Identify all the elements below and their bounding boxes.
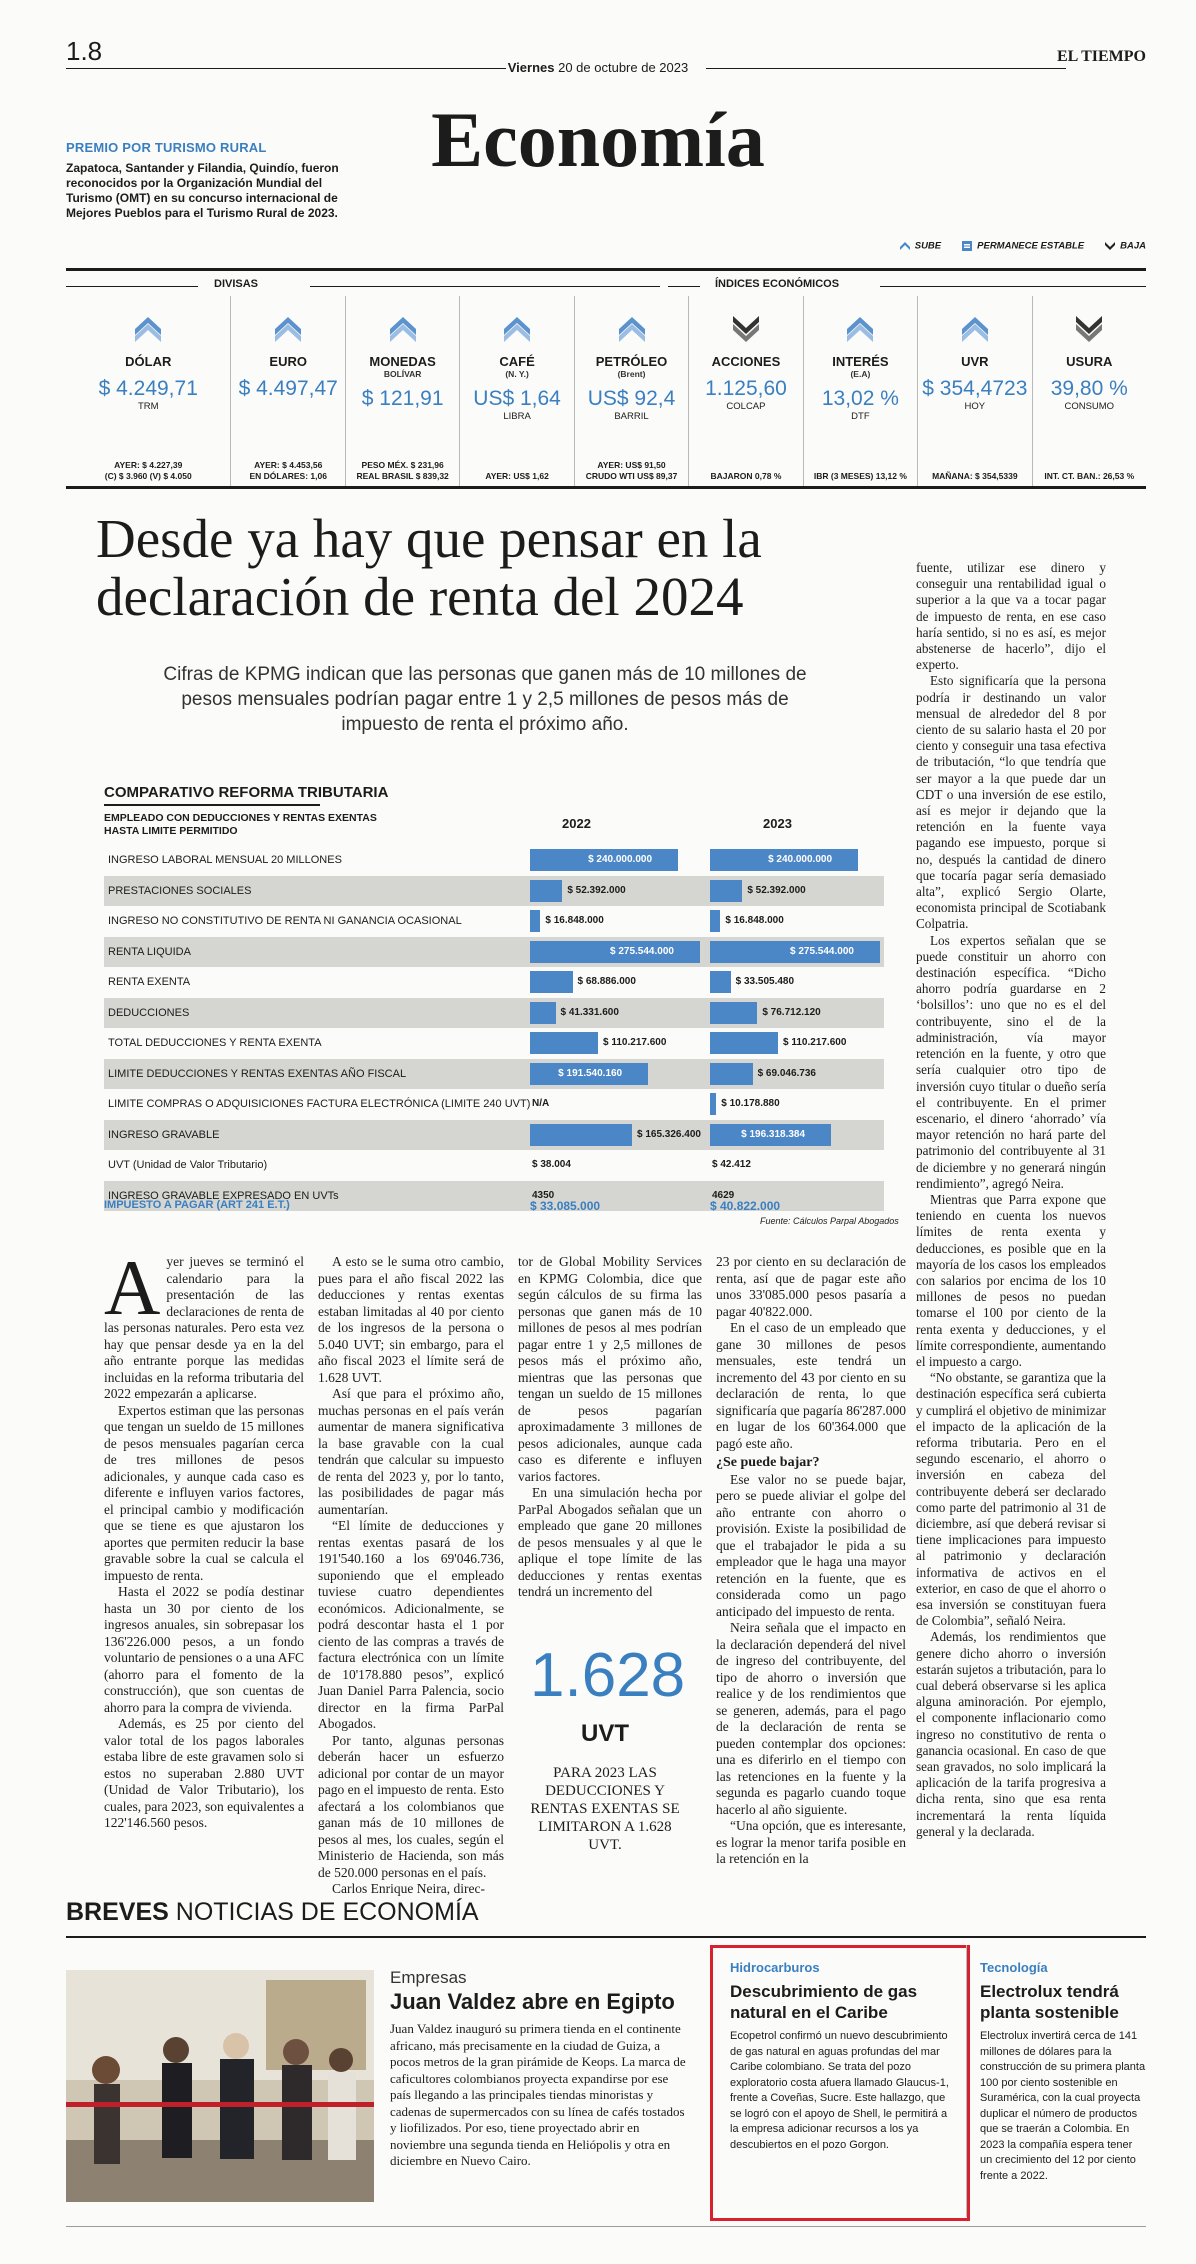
- bar-label-2023: $ 196.318.384: [741, 1128, 806, 1140]
- breves-label-bold: BREVES: [66, 1898, 169, 1926]
- section-title: Economía: [431, 96, 765, 183]
- indicator-footer: [804, 471, 917, 482]
- breves-divider: [966, 1945, 967, 2217]
- indicator-footer: [231, 460, 344, 482]
- chart-row-label: RENTA EXENTA: [108, 976, 191, 988]
- indicator-footer: [918, 471, 1031, 482]
- body-column-2: [318, 1254, 504, 1898]
- pull-quote-number: 1.628: [530, 1641, 686, 1710]
- group-rule: [66, 286, 198, 287]
- indicators-top-rule: [66, 268, 1146, 271]
- chart-row-label: UVT (Unidad de Valor Tributario): [108, 1159, 268, 1171]
- indicator-name: USURA: [1066, 354, 1113, 369]
- indicator-4: [574, 296, 688, 486]
- arrow-down-icon: [1104, 240, 1116, 252]
- bar-label-2023: $ 16.848.000: [725, 915, 784, 926]
- legend-up-label: SUBE: [914, 240, 942, 252]
- indicator-sub: BOLÍVAR: [383, 369, 422, 379]
- paragraph: Mientras que Parra expone que teniendo en cuenta los nuevos límites de renta exenta y deducciones, es posible que en la mayoría de los casos los empleados con salarios por encima de los 10 millones de pesos no puedan tomarse el 100 por ciento de la renta exenta y deducciones, y el límite correspondiente, aumentando el impuesto a cargo.: [916, 1191, 1106, 1369]
- paragraph: Hasta el 2022 se podía destinar hasta un 30 por ciento de los ingresos anuales, sin sobrepasar los 136'226.000 pesos, a un fondo voluntario de pensiones o a una AFC (ahorro para el fomento de la construcción), que son cuentas de ahorro para la compra de vivienda.: [104, 1584, 304, 1715]
- paragraph: “El límite de deducciones y rentas exentas pasará de los 191'540.160 a los 69'046.736, suponiendo que el empleado tuviese cuatro dependientes económicos. Adicionalmente, se podrá descontar hasta el 1 por ciento de las compras a través de factura electrónica con un límite de 10'178.880 pesos”, explicó Juan Daniel Parra Palencia, socio director en la firma ParPal Abogados.: [318, 1518, 504, 1731]
- paragraph: fuente, utilizar ese dinero y conseguir una rentabilidad igual o superior a la que va a tocar pagar de impuesto de renta, en ese caso haría sentido, si no es así, es mejor abstenerse de hacerlo”, dijo el experto.: [916, 560, 1106, 673]
- paragraph: “No obstante, se garantiza que la destinación específica será cubierta y cumplirá el objetivo de minimizar el impacto de la aplicación de la reforma tributaria. Pero en el segundo escenario, el ahorro o inversión en cabeza del contribuyente deberá ser declarado como parte del patrimonio al 31 de diciembre, así que deberá revisar si tiene implicaciones para impuesto al patrimonio y declaración informativa de activos en el exterior, en caso de que el ahorro o esa inversión se constituyan fuera de Colombia”, señaló Neira.: [916, 1370, 1106, 1629]
- legend-up: [899, 240, 941, 252]
- bar-label-2023: $ 110.217.600: [783, 1037, 847, 1048]
- chart-row: [104, 876, 884, 906]
- indicator-name: EURO: [269, 354, 307, 369]
- chart-row: [104, 937, 884, 967]
- chart-row: [104, 906, 884, 936]
- trend-up-icon: [502, 314, 532, 344]
- breve-juan-valdez: [390, 1968, 686, 2170]
- indicator-sub: (N. Y.): [505, 369, 529, 379]
- chart-row: [104, 1028, 884, 1058]
- indicator-3: [459, 296, 573, 486]
- breve-hidrocarburos: [730, 1960, 952, 2153]
- group-rule: [668, 286, 700, 287]
- paragraph: Los expertos señalan que se puede constituir un ahorro con destinación específica. “Dicho ahorro podría guardarse en 2 ‘bolsillos’: uno que no es el del contribuyente, sino el de la administración, vía mayor retención en la fuente, y otro que sería cualquier otro tipo de inversión cuyo titular o dueño sería el contribuyente. En el primer escenario, el dinero ‘ahorrado’ vía mayor retención no hará parte del patrimonio del contribuyente al 31 de diciembre y no generará ningún rendimiento”, agregó Neira.: [916, 932, 1106, 1191]
- indicator-name: PETRÓLEO: [595, 354, 668, 369]
- bar-2023: [710, 1093, 716, 1115]
- bar-2022: [530, 971, 573, 993]
- chart-row-label: INGRESO GRAVABLE EXPRESADO EN UVTs: [108, 1189, 339, 1202]
- total-2023: $ 40.822.000: [710, 1199, 781, 1213]
- chart-row-label: INGRESO NO CONSTITUTIVO DE RENTA NI GANANCIA OCASIONAL: [108, 915, 462, 927]
- indicator-6: [803, 296, 917, 486]
- bar-label-2023: $ 33.505.480: [735, 976, 795, 987]
- trend-up-icon: [388, 314, 418, 344]
- indicator-2: [345, 296, 459, 486]
- chart-row: [104, 998, 884, 1028]
- paragraph: Además, es 25 por ciento del valor total de los pagos laborales estaba libre de este gravamen solo si estos no superaban 2.880 UVT (Unidad de Valor Tributario), los cuales, para 2023, son equivalentes a 122'146.560 pesos.: [104, 1716, 304, 1830]
- trend-up-icon: [960, 314, 990, 344]
- chart-row: [104, 967, 884, 997]
- bar-2023: [710, 880, 742, 902]
- paragraph: Por tanto, algunas personas deberán hacer un esfuerzo adicional por contar de un mayor pago en el impuesto de renta. Esto afectará a los colombianos que ganan más de 10 millones de pesos al mes, los cuales, según el Ministerio de Hacienda, son más de 520.000 personas en el país.: [318, 1732, 504, 1880]
- bar-2022: [530, 880, 562, 902]
- chart-title-rule: [104, 804, 320, 806]
- value-label-2022: 4350: [532, 1189, 555, 1201]
- indicator-8: [1032, 296, 1146, 486]
- chart-row-label: LIMITE COMPRAS O ADQUISICIONES FACTURA ELECTRÓNICA (LIMITE 240 UVT): [108, 1098, 531, 1110]
- breves-label-rest: NOTICIAS DE ECONOMÍA: [168, 1898, 479, 1926]
- indicator-footer-line: AYER: $ 4.453,56: [254, 460, 323, 470]
- bar-label-2023: $ 76.712.120: [762, 1006, 821, 1018]
- chart-row-label: LIMITE DEDUCCIONES Y RENTAS EXENTAS AÑO FISCAL: [108, 1067, 407, 1080]
- indicator-value: $ 4.497,47: [238, 377, 338, 400]
- indicator-5: [688, 296, 802, 486]
- indicator-footer-line: BAJARON 0,78 %: [710, 471, 782, 481]
- promo-box: [66, 140, 356, 221]
- paragraph: Carlos Enrique Neira, direc-: [332, 1881, 485, 1896]
- body-column-5: [916, 560, 1106, 1840]
- bar-label-2023: $ 52.392.000: [747, 884, 806, 896]
- bar-label-2022: $ 16.848.000: [545, 915, 604, 926]
- breve-body: Ecopetrol confirmó un nuevo descubrimiento de gas natural en aguas profundas del mar Caribe colombiano. Se trata del pozo exploratorio costa afuera llamado Glaucus-1, frente a Coveñas, Sucre. Este hallazgo, que se logró con el apoyo de Shell, le permitirá a la empresa adicionar recursos a los ya descubiertos en el pozo Gorgon.: [730, 2030, 949, 2151]
- breve-title: Juan Valdez abre en Egipto: [390, 1989, 675, 2014]
- divisas-label: DIVISAS: [204, 278, 268, 290]
- indicator-value: $ 121,91: [361, 387, 444, 410]
- indicator-sub: (E.A): [850, 369, 871, 379]
- trend-up-icon: [133, 314, 163, 344]
- indicator-1: [230, 296, 344, 486]
- breve-category: Tecnología: [980, 1960, 1048, 1975]
- indicator-sub: (Brent): [617, 369, 646, 379]
- breve-tecnologia: [980, 1960, 1146, 2184]
- bar-label-2022: $ 68.886.000: [577, 976, 636, 987]
- juan-valdez-photo: [66, 1970, 374, 2202]
- chart-title: COMPARATIVO REFORMA TRIBUTARIA: [104, 784, 389, 801]
- body-column-1: [104, 1244, 304, 1832]
- arrow-up-icon: [899, 240, 911, 252]
- legend-stable: [961, 240, 1084, 252]
- subhead: ¿Se puede bajar?: [716, 1455, 820, 1470]
- indicator-unit: HOY: [964, 401, 986, 412]
- indicator-footer: [460, 471, 573, 482]
- indicator-row: [66, 296, 1146, 486]
- chart-row: [104, 1059, 884, 1089]
- header-rule-right: [706, 68, 1066, 69]
- indicator-7: [917, 296, 1031, 486]
- indicator-footer-line: (C) $ 3.960 (V) $ 4.050: [104, 471, 192, 481]
- stable-icon: [961, 240, 973, 252]
- body-column-3: [518, 1254, 702, 1601]
- value-label-2022: $ 38.004: [532, 1159, 571, 1170]
- chart-row-label: PRESTACIONES SOCIALES: [108, 884, 252, 897]
- chart-row-label: TOTAL DEDUCCIONES Y RENTA EXENTA: [108, 1037, 322, 1049]
- indicator-value: 13,02 %: [821, 387, 899, 410]
- page-number: 1.8: [66, 36, 103, 66]
- indicator-value: US$ 1,64: [473, 387, 561, 410]
- bar-label-2022: $ 41.331.600: [560, 1006, 619, 1018]
- breve-title: Electrolux tendrá planta sostenible: [980, 1982, 1119, 2022]
- article-deck: Cifras de KPMG indican que las personas que ganen más de 10 millones de pesos mensuales podrían pagar entre 1 y 2,5 millones de pesos más de impuesto de renta el próximo año.: [163, 664, 807, 735]
- pull-quote-unit: UVT: [581, 1720, 629, 1747]
- paragraph: Expertos estiman que las personas que tengan un sueldo de 15 millones de pesos mensuales pagarían cerca de tres millones de pesos adicionales, y aunque cada caso es diferente e influyen varios factores, el principal cambio y modificación que se tiene es que ajustaron los aportes que permiten reducir la base gravable sobre la cual se calcula el impuesto de renta.: [104, 1402, 304, 1583]
- indicator-footer-line: IBR (3 MESES) 13,12 %: [813, 471, 907, 481]
- paragraph: yer jueves se terminó el calendario para la presentación de las declaraciones de renta de las personas naturales. Pero esta vez hay que pensar desde ya en la del año entrante porque las medidas incluidas en la reforma tributaria del 2022 empezarán a aplicarse.: [104, 1254, 304, 1401]
- bar-label-2023: $ 240.000.000: [768, 854, 833, 865]
- bar-2023: [710, 910, 720, 932]
- chart-row: [104, 1120, 884, 1150]
- indicator-name: DÓLAR: [125, 354, 172, 369]
- chart-row-label: INGRESO LABORAL MENSUAL 20 MILLONES: [108, 854, 342, 866]
- indicator-name: MONEDAS: [369, 354, 436, 369]
- dropcap: A: [104, 1244, 161, 1331]
- series-2023-header: 2023: [763, 816, 792, 831]
- breve-category: Empresas: [390, 1968, 467, 1987]
- chart-row-label: RENTA LIQUIDA: [108, 945, 191, 958]
- bar-label-2022: $ 165.326.400: [637, 1128, 701, 1140]
- indicator-unit: DTF: [851, 411, 870, 422]
- bar-2022: [530, 1002, 556, 1024]
- bar-2022: [530, 1032, 598, 1054]
- indicator-footer: [575, 460, 688, 482]
- chart-row: [104, 845, 884, 875]
- indicator-unit: CONSUMO: [1064, 401, 1115, 412]
- series-2022-header: 2022: [562, 816, 591, 831]
- paragraph: Así que para el próximo año, muchas personas en el país verán aumentar de manera significativa la base gravable con la cual tendrán que calcular su impuesto de renta del 2023 y, por lo tanto, las posibilidades de pagar más aumentarían.: [318, 1386, 504, 1517]
- indicator-footer-line: INT. CT. BAN.: 26,53 %: [1044, 471, 1135, 481]
- breve-category: Hidrocarburos: [730, 1960, 820, 1975]
- indicator-footer-line: PESO MÉX. $ 231,96: [361, 460, 444, 470]
- trend-up-icon: [617, 314, 647, 344]
- bottom-rule: [66, 2226, 1146, 2227]
- indicator-value: $ 4.249,71: [98, 377, 198, 400]
- indicator-footer-line: AYER: US$ 91,50: [597, 460, 666, 470]
- trend-up-icon: [845, 314, 875, 344]
- indicator-footer: [1033, 471, 1146, 482]
- header-rule-left: [66, 68, 506, 69]
- indicator-name: ACCIONES: [711, 354, 781, 369]
- trend-down-icon: [731, 314, 761, 344]
- indicator-unit: BARRIL: [614, 411, 649, 422]
- indicator-name: CAFÉ: [499, 354, 535, 369]
- bar-2023: [710, 1032, 778, 1054]
- chart-row: [104, 1089, 884, 1119]
- trend-up-icon: [273, 314, 303, 344]
- total-2022: $ 33.085.000: [530, 1199, 601, 1213]
- indicator-name: INTERÉS: [832, 354, 889, 369]
- chart-row-label: INGRESO GRAVABLE: [108, 1128, 220, 1141]
- legend-stable-label: PERMANECE ESTABLE: [977, 240, 1085, 252]
- indicator-footer-line: AYER: US$ 1,62: [485, 471, 549, 481]
- indicator-unit: LIBRA: [503, 411, 531, 422]
- breves-rule: [66, 1936, 1146, 1938]
- paragraph: Esto significaría que la persona podría ir destinando un valor mensual de alrededor del 8 por ciento de su salario hasta el 20 por ciento y conseguir una tasa efectiva de tributación, “lo que tendría que ser mayor a la que puede dar un CDT o una inversión de ese estilo, así es mejor ir dejando que la retención en la fuente vaya pagando ese impuesto, porque si no, después la cantidad de dinero que tocaría pagar sería demasiado alta”, explicó Sergio Olarte, economista principal de Scotiabank Colpatria.: [916, 673, 1106, 932]
- indicator-footer-line: MAÑANA: $ 354,5339: [932, 471, 1018, 481]
- article-headline: Desde ya hay que pensar en la declaración de renta del 2024: [96, 508, 762, 627]
- bar-label-2022: $ 52.392.000: [567, 884, 626, 896]
- chart-subtitle: EMPLEADO CON DEDUCCIONES Y RENTAS EXENTAS HASTA LIMITE PERMITIDO: [104, 812, 377, 837]
- chart-source: Fuente: Cálculos Parpal Abogados: [760, 1216, 899, 1226]
- indicator-footer: [346, 460, 459, 482]
- bar-2023: [710, 1002, 757, 1024]
- promo-text: Zapatoca, Santander y Filandia, Quindío, fueron reconocidos por la Organización Mundial del Turismo (OMT) en su concurso internacional de Mejores Pueblos para el Turismo Rural de 2023.: [66, 161, 339, 220]
- group-rule: [310, 286, 660, 287]
- indicator-unit: COLCAP: [726, 401, 766, 412]
- date-rest: 20 de octubre de 2023: [554, 60, 689, 75]
- breve-title: Descubrimiento de gas natural en el Caribe: [730, 1982, 918, 2022]
- paragraph: En una simulación hecha por ParPal Abogados señalan que un empleado que gane 20 millones de pesos mensuales y al que le aplique el tope límite de las deducciones y rentas exentas tendrá un incremento del: [518, 1485, 702, 1599]
- chart-row: [104, 1150, 884, 1180]
- indicators-bottom-rule: [66, 486, 1146, 489]
- paragraph: En el caso de un empleado que gane 30 millones de pesos mensuales, este tendrá un incremento del 43 por ciento en su declaración de renta, lo que significaría que pagaría 86'287.000 en lugar de los 60'364.000 que pagó este año.: [716, 1320, 906, 1451]
- indicator-footer-line: CRUDO WTI US$ 89,37: [585, 471, 678, 481]
- indicator-0: [66, 296, 230, 486]
- bar-label-2022: $ 110.217.600: [603, 1037, 667, 1048]
- breve-body: Juan Valdez inauguró su primera tienda en el continente africano, más precisamente en la ciudad de Guiza, a pocos metros de la gran pirámide de Keops. La marca de caficultores colombianos proyecta expandirse por ese país llegando a las principales tiendas minoristas y cadenas de supermercados con su línea de cafés tostados y liofilizados. Por eso, tiene proyectado abrir en noviembre una segunda tienda en Heliópolis y otra en diciembre en Nuevo Cairo.: [390, 2021, 686, 2168]
- indicator-footer-line: EN DÓLARES: 1,06: [249, 471, 327, 481]
- trend-down-icon: [1074, 314, 1104, 344]
- indicator-name: UVR: [961, 354, 989, 369]
- legend-down-label: BAJA: [1120, 240, 1146, 252]
- paragraph: Además, los rendimientos que genere dicho ahorro o inversión estarán sujetos a tributación, para lo cual deberá observarse si les aplica alguna aminoración. Por ejemplo, el componente inflacionario como ingreso no constitutivo de renta o ganancia ocasional. En caso de que sean gravados, no solo implicará la aplicación de la tarifa progresiva a dicha renta, sino que esa renta incrementará la renta líquida general y la declarada.: [916, 1629, 1106, 1839]
- paragraph: Neira señala que el impacto en la declaración dependerá del nivel de ingreso del contribuyente, del tipo de ahorro o inversión que realice y de los rendimientos que se generen, además, para el pago de la declaración de renta se pueden contemplar dos opciones: una es diferirlo en el tiempo con las retenciones en la fuente y la segunda es pagarlo cuando toque hacerlo al año siguiente.: [716, 1620, 906, 1817]
- paragraph: tor de Global Mobility Services en KPMG Colombia, dice que según cálculos de su firma las personas que ganen más de 10 millones de pesos al mes podrían pagar entre 1 y 2,5 millones de pesos más el próximo año, mientras que las personas que tengan un sueldo de 15 millones de pesos pagarían aproximadamente 3 millones de pesos adicionales, aunque cada caso es diferente e influyen varios factores.: [518, 1254, 702, 1484]
- indices-label: ÍNDICES ECONÓMICOS: [705, 278, 849, 290]
- value-label-2023: 4629: [712, 1189, 735, 1201]
- promo-title: PREMIO POR TURISMO RURAL: [66, 140, 267, 155]
- body-column-4: [716, 1254, 906, 1868]
- value-label-2023: $ 42.412: [712, 1159, 751, 1170]
- bar-label-2023: $ 275.544.000: [790, 945, 854, 957]
- indicator-value: $ 354,4723: [922, 377, 1028, 400]
- bar-2023: [710, 971, 731, 993]
- indicator-legend: [899, 240, 1146, 252]
- indicator-footer: [66, 460, 230, 482]
- newspaper-brand: EL TIEMPO: [1056, 48, 1146, 65]
- bar-label-2022: $ 240.000.000: [588, 854, 653, 865]
- breves-header: [66, 1898, 479, 1927]
- paragraph: Ese valor no se puede bajar, pero se puede aliviar el golpe del año entrante con ahorro o provisión. Existe la posibilidad de que el trabajador le pida a su empleador que le haga una mayor retención en la fuente, que es considerada como un pago anticipado del impuesto de renta.: [716, 1471, 906, 1619]
- value-label-2022: N/A: [532, 1098, 550, 1109]
- indicator-unit: TRM: [137, 401, 159, 412]
- indicator-footer-line: REAL BRASIL $ 839,32: [356, 471, 449, 481]
- indicator-value: US$ 92,4: [587, 387, 676, 410]
- bar-label-2022: $ 191.540.160: [558, 1067, 623, 1079]
- indicator-value: 1.125,60: [705, 377, 787, 400]
- group-rule: [880, 286, 1146, 287]
- bar-label-2023: $ 10.178.880: [721, 1098, 780, 1109]
- chart-row-label: DEDUCCIONES: [108, 1006, 190, 1019]
- breve-body: Electrolux invertirá cerca de 141 millones de dólares para la construcción de su primera planta 100 por ciento sostenible en Suramérica, con la cual proyecta duplicar el número de productos que se traerán a Colombia. En 2023 la compañía espera tener un crecimiento del 12 por ciento frente a 2022.: [980, 2030, 1146, 2182]
- bar-2023: [710, 1063, 753, 1085]
- bar-2022: [530, 910, 540, 932]
- total-label: IMPUESTO A PAGAR (ART 241 E.T.): [104, 1199, 290, 1211]
- indicator-value: 39,80 %: [1050, 377, 1128, 400]
- bar-2022: [530, 1124, 632, 1146]
- paragraph: A esto se le suma otro cambio, pues para el año fiscal 2022 las deducciones y rentas exentas estaban limitadas al 40 por ciento de los ingresos de la persona o 5.040 UVT; sin embargo, para el año fiscal 2023 el límite será de 1.628 UVT.: [318, 1254, 504, 1385]
- date-day: Viernes: [507, 60, 555, 75]
- indicator-footer-line: AYER: $ 4.227,39: [114, 460, 183, 470]
- paragraph: 23 por ciento en su declaración de renta, así que de pagar este año unos 33'085.000 pesos pasaría a pagar 40'822.000.: [716, 1254, 906, 1319]
- legend-down: [1104, 240, 1146, 252]
- paragraph: “Una opción, que es interesante, es lograr la menor tarifa posible en la retención en la: [716, 1818, 906, 1866]
- bar-label-2022: $ 275.544.000: [610, 945, 674, 957]
- pull-quote-text: PARA 2023 LAS DEDUCCIONES Y RENTAS EXENTAS SE LIMITARON A 1.628 UVT.: [530, 1765, 680, 1853]
- bar-label-2023: $ 69.046.736: [757, 1067, 816, 1079]
- indicator-footer: [689, 471, 802, 482]
